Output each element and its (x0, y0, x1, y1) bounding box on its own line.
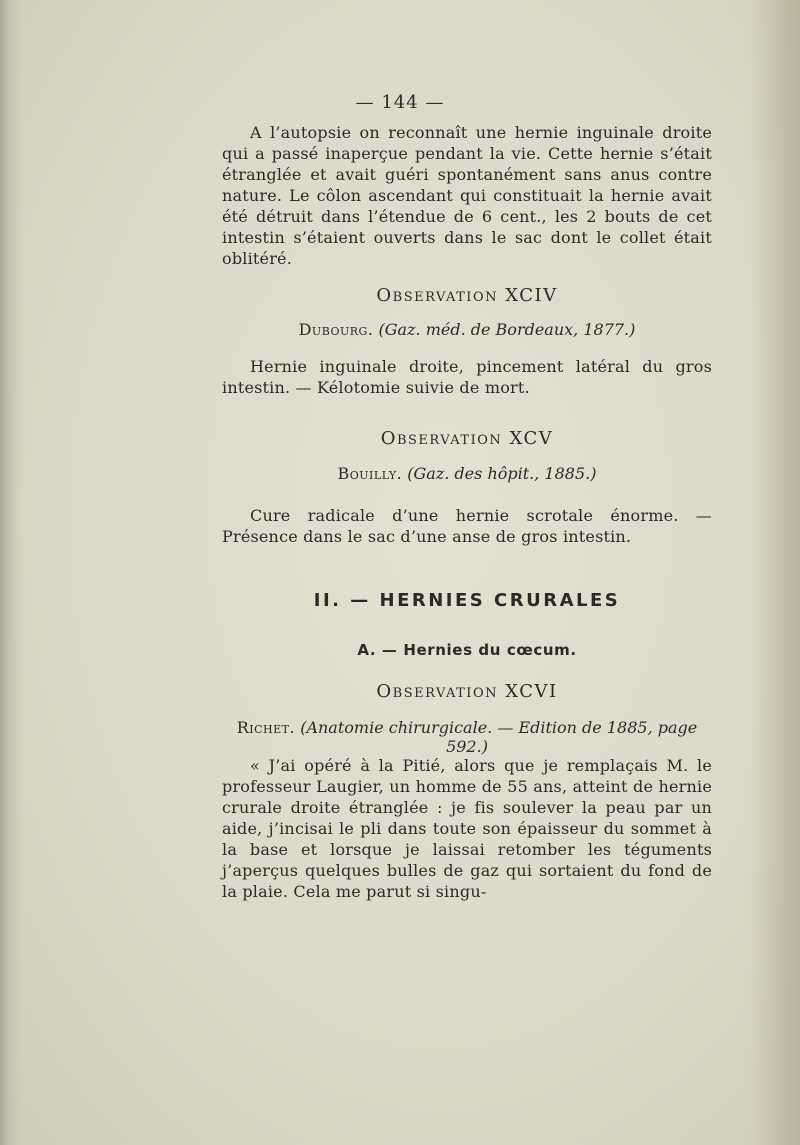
intro-paragraph: A l’autopsie on reconnaît une hernie inguinale droite qui a passé inaperçue pendant la vie. Cette hernie s’était étranglée et avait guéri spontanément sans anus contre nature. Le côlon ascendant qui constituait la hernie avait été détruit dans l’étendue de 6 cent., les 2 bouts de cet intestin s’étaient ouverts dans le sac dont le collet était oblitéré. (222, 123, 712, 268)
observation-xcv-summary: Cure radicale d’une hernie scrotale énorme. — Présence dans le sac d’une anse de gros intestin. (222, 506, 712, 546)
observation-xciv-source: (Gaz. méd. de Bordeaux, 1877.) (378, 320, 636, 339)
observation-xcvi-text-block (222, 755, 712, 902)
observation-xcv-source: (Gaz. des hôpit., 1885.) (407, 464, 597, 483)
observation-xcvi-title: Observation XCVI (376, 681, 558, 702)
observation-xciv-author: Dubourg. (298, 320, 374, 339)
observation-xciv-reference (222, 320, 712, 339)
observation-xciv-title: Observation XCIV (376, 285, 558, 306)
observation-xcvi-text: « J’ai opéré à la Pitié, alors que je remplaçais M. le professeur Laugier, un homme de 55 ans, atteint de hernie crurale droite étranglée : je fis soulever la peau par un aide, j’incisai le pli dans toute son épaisseur du sommet à la base et lorsque je laissai retomber les téguments j’aperçus quelques bulles de gaz qui sortaient du fond de la plaie. Cela me parut si singu- (222, 756, 712, 901)
observation-xcvi-reference (222, 718, 712, 756)
subsection-title: A. — Hernies du cœcum. (357, 641, 577, 659)
section-title: II. — HERNIES CRURALES (313, 590, 621, 611)
observation-xcvi-source: (Anatomie chirurgicale. — Edition de 1885, page 592.) (300, 718, 698, 756)
intro-paragraph-block (222, 122, 712, 269)
observation-xcv-title: Observation XCV (380, 428, 554, 449)
observation-xcv-reference (222, 464, 712, 483)
page-number: — 144 — (355, 92, 445, 113)
page-edge-left (0, 0, 22, 1145)
observation-xciv-summary-block (222, 356, 712, 398)
observation-xciv-summary: Hernie inguinale droite, pincement latéral du gros intestin. — Kélotomie suivie de mort. (222, 357, 712, 397)
observation-xcv-summary-block (222, 505, 712, 547)
observation-xcvi-author: Richet. (236, 718, 296, 737)
page-edge-right (750, 0, 800, 1145)
observation-xcv-author: Bouilly. (337, 464, 403, 483)
